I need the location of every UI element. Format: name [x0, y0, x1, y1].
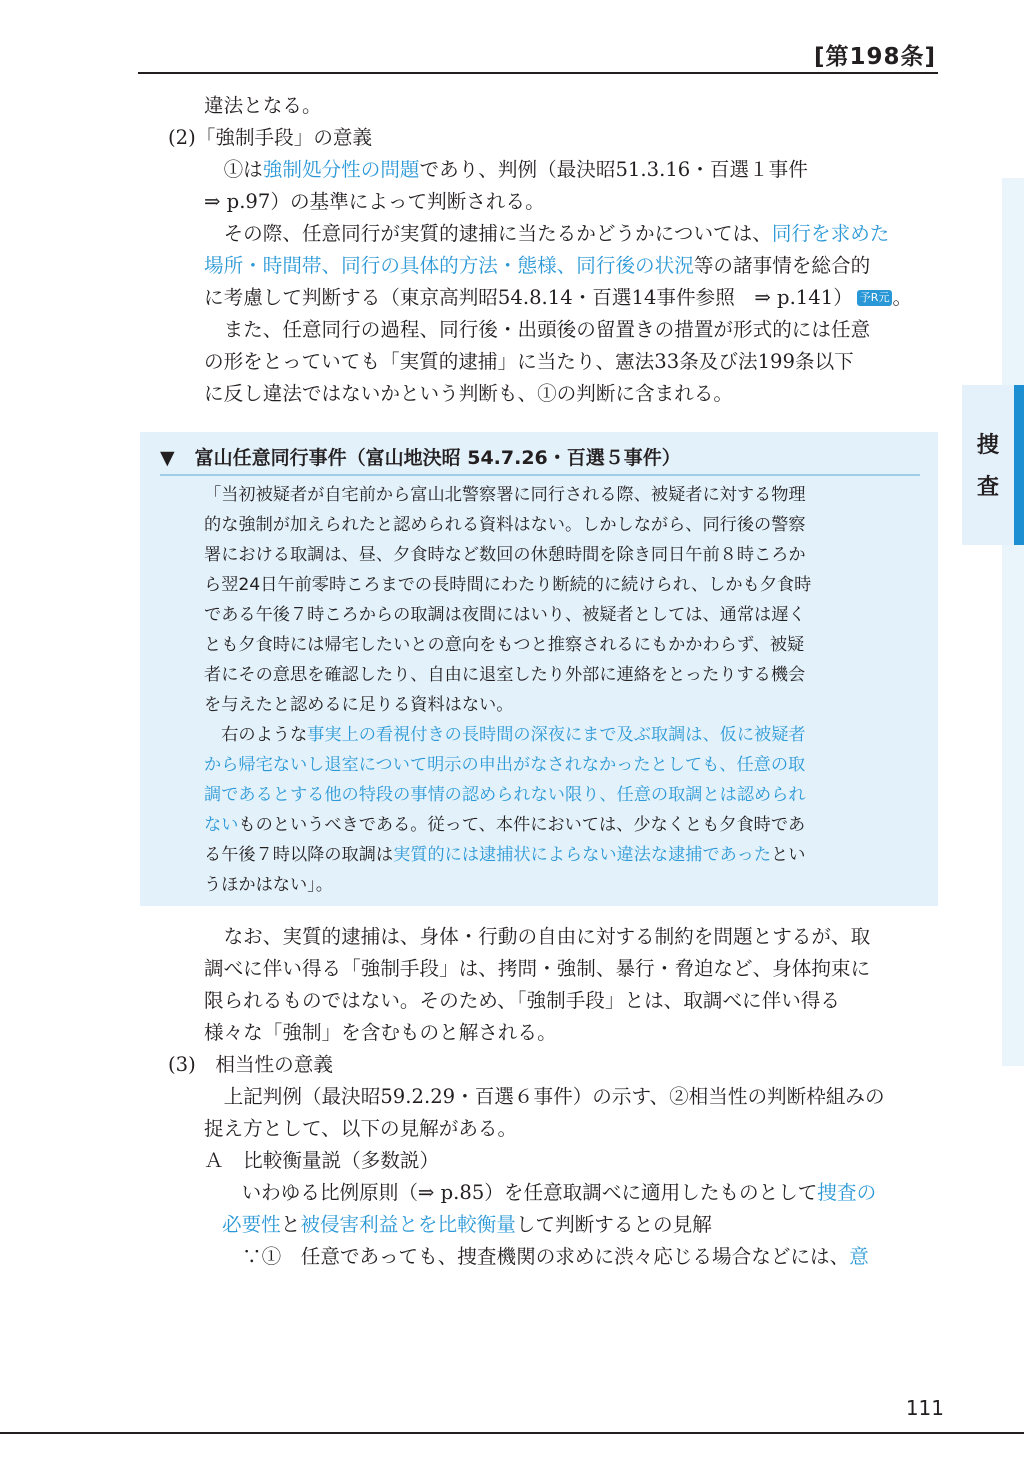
text-segment: (2)「強制手段」の意義 [168, 126, 373, 149]
text-segment: と [280, 1213, 301, 1236]
text-segment: る午後７時以降の取調は [204, 845, 394, 865]
case-title [160, 444, 681, 472]
chapter-tab-label: 捜査 [976, 433, 999, 500]
text-line [138, 921, 938, 953]
text-segment: 的な強制が加えられたと認められる資料はない。しかしながら、同行後の警察 [204, 515, 806, 535]
text-line [204, 540, 924, 570]
triangle-marker-icon: ▼ [160, 447, 175, 469]
text-segment: 調べに伴い得る「強制手段」は、拷問・強制、暴行・脅迫など、身体拘束に [204, 957, 871, 980]
text-line [138, 218, 938, 250]
text-segment: Ａ 比較衡量説（多数説） [204, 1149, 440, 1172]
text-line [204, 870, 924, 900]
text-segment: 「当初被疑者が自宅前から富山北警察署に同行される際、被疑者に対する物理 [204, 485, 806, 505]
case-title-text: 富山任意同行事件（富山地決昭 54.7.26・百選５事件） [194, 447, 681, 469]
text-segment: の形をとっていても「実質的逮捕」に当たり、憲法33条及び法199条以下 [204, 350, 854, 373]
page-number: 111 [905, 1396, 944, 1420]
text-line [138, 1241, 938, 1273]
case-quote [204, 480, 924, 900]
text-line [204, 600, 924, 630]
text-segment: 捉え方として、以下の見解がある。 [204, 1117, 518, 1140]
text-line [138, 1081, 938, 1113]
body-top [138, 90, 938, 410]
text-segment: 右のような [204, 725, 308, 745]
text-segment: ①は [204, 158, 263, 181]
text-line [138, 90, 938, 122]
text-segment: ら翌24日午前零時ころまでの長時間にわたり断続的に続けられ、しかも夕食時 [204, 575, 812, 595]
chapter-tab [962, 385, 1024, 545]
text-line [204, 630, 924, 660]
text-segment: である午後７時ころからの取調は夜間にはいり、被疑者としては、通常は遅く [204, 605, 806, 625]
side-band [1002, 178, 1024, 1066]
highlight-text: 必要性 [222, 1213, 281, 1236]
highlight-text: から帰宅ないし退室について明示の申出がなされなかったとしても、任意の取 [204, 755, 806, 775]
text-segment: に反し違法ではないかという判断も、①の判断に含まれる。 [204, 382, 734, 405]
highlight-text: 実質的には逮捕状によらない違法な逮捕であった [393, 845, 772, 865]
text-line [204, 570, 924, 600]
text-line [138, 122, 938, 154]
exam-badge: 予R元 [857, 290, 893, 306]
text-segment: とい [771, 845, 806, 865]
text-segment: 署における取調は、昼、夕食時など数回の休憩時間を除き同日午前８時ころか [204, 545, 806, 565]
text-segment: その際、任意同行が実質的逮捕に当たるかどうかについては、 [204, 222, 772, 245]
article-reference: [第198条] [813, 44, 936, 70]
highlight-text: 場所・時間帯、同行の具体的方法・態様、同行後の状況 [204, 254, 694, 277]
text-segment: 。 [892, 286, 913, 309]
chapter-tab-strip [1014, 385, 1024, 545]
text-line [138, 985, 938, 1017]
text-segment: とも夕食時には帰宅したいとの意向をもつと推察されるにもかかわらず、被疑 [204, 635, 805, 655]
text-segment: 様々な「強制」を含むものと解される。 [204, 1021, 557, 1044]
text-segment: 者にその意思を確認したり、自由に退室したり外部に連絡をとったりする機会 [204, 665, 806, 685]
text-line [204, 840, 924, 870]
text-segment: いわゆる比例原則（⇒ p.85）を任意取調べに適用したものとして [222, 1181, 818, 1204]
text-segment: に考慮して判断する（東京高判昭54.8.14・百選14事件参照 ⇒ p.141） [204, 286, 853, 309]
highlight-text: 捜査の [817, 1181, 877, 1204]
highlight-text: 事実上の看視付きの長時間の深夜にまで及ぶ取調は、仮に被疑者 [307, 725, 806, 745]
text-line [138, 154, 938, 186]
highlight-text: 同行を求めた [771, 222, 890, 245]
text-segment: であり、判例（最決昭51.3.16・百選１事件 [419, 158, 808, 181]
highlight-text: 被侵害利益とを比較衡量 [300, 1213, 516, 1236]
text-line [204, 750, 924, 780]
footer-rule [0, 1432, 1024, 1434]
highlight-text: ない [204, 815, 239, 835]
text-segment: 上記判例（最決昭59.2.29・百選６事件）の示す、②相当性の判断枠組みの [204, 1085, 885, 1108]
text-segment: また、任意同行の過程、同行後・出頭後の留置きの措置が形式的には任意 [204, 318, 871, 341]
highlight-text: 強制処分性の問題 [262, 158, 420, 181]
text-line [138, 1145, 938, 1177]
text-line [204, 810, 924, 840]
text-line [138, 1113, 938, 1145]
text-line [138, 378, 938, 410]
text-segment: 限られるものではない。そのため、「強制手段」とは、取調べに伴い得る [204, 989, 841, 1012]
text-segment: ものというべきである。従って、本件においては、少なくとも夕食時であ [238, 815, 806, 835]
text-line [204, 510, 924, 540]
body-bottom [138, 921, 938, 1273]
case-title-rule [160, 474, 920, 476]
text-line [204, 660, 924, 690]
text-segment: 違法となる。 [204, 94, 322, 117]
text-line [204, 480, 924, 510]
text-line [138, 953, 938, 985]
text-line [138, 282, 938, 314]
text-line [204, 780, 924, 810]
text-segment: ⇒ p.97）の基準によって判断される。 [204, 190, 545, 213]
text-segment: なお、実質的逮捕は、身体・行動の自由に対する制約を問題とするが、取 [204, 925, 871, 948]
highlight-text: 調であるとする他の特段の事情の認められない限り、任意の取調とは認められ [204, 785, 806, 805]
text-line [138, 1209, 938, 1241]
text-line [204, 690, 924, 720]
text-segment: を与えたと認めるに足りる資料はない。 [204, 695, 514, 715]
header-rule [138, 72, 938, 74]
text-segment: ∵① 任意であっても、捜査機関の求めに渋々応じる場合などには、 [242, 1245, 850, 1268]
text-line [138, 250, 938, 282]
text-line [204, 720, 924, 750]
text-line [138, 346, 938, 378]
highlight-text: 意 [849, 1245, 869, 1268]
text-line [138, 1017, 938, 1049]
text-segment: 等の諸事情を総合的 [693, 254, 871, 277]
text-line [138, 186, 938, 218]
text-line [138, 1177, 938, 1209]
text-line [138, 1049, 938, 1081]
text-segment: うほかはない」。 [204, 875, 333, 895]
text-line [138, 314, 938, 346]
text-segment: して判断するとの見解 [515, 1213, 712, 1236]
text-segment: (3) 相当性の意義 [168, 1053, 333, 1076]
